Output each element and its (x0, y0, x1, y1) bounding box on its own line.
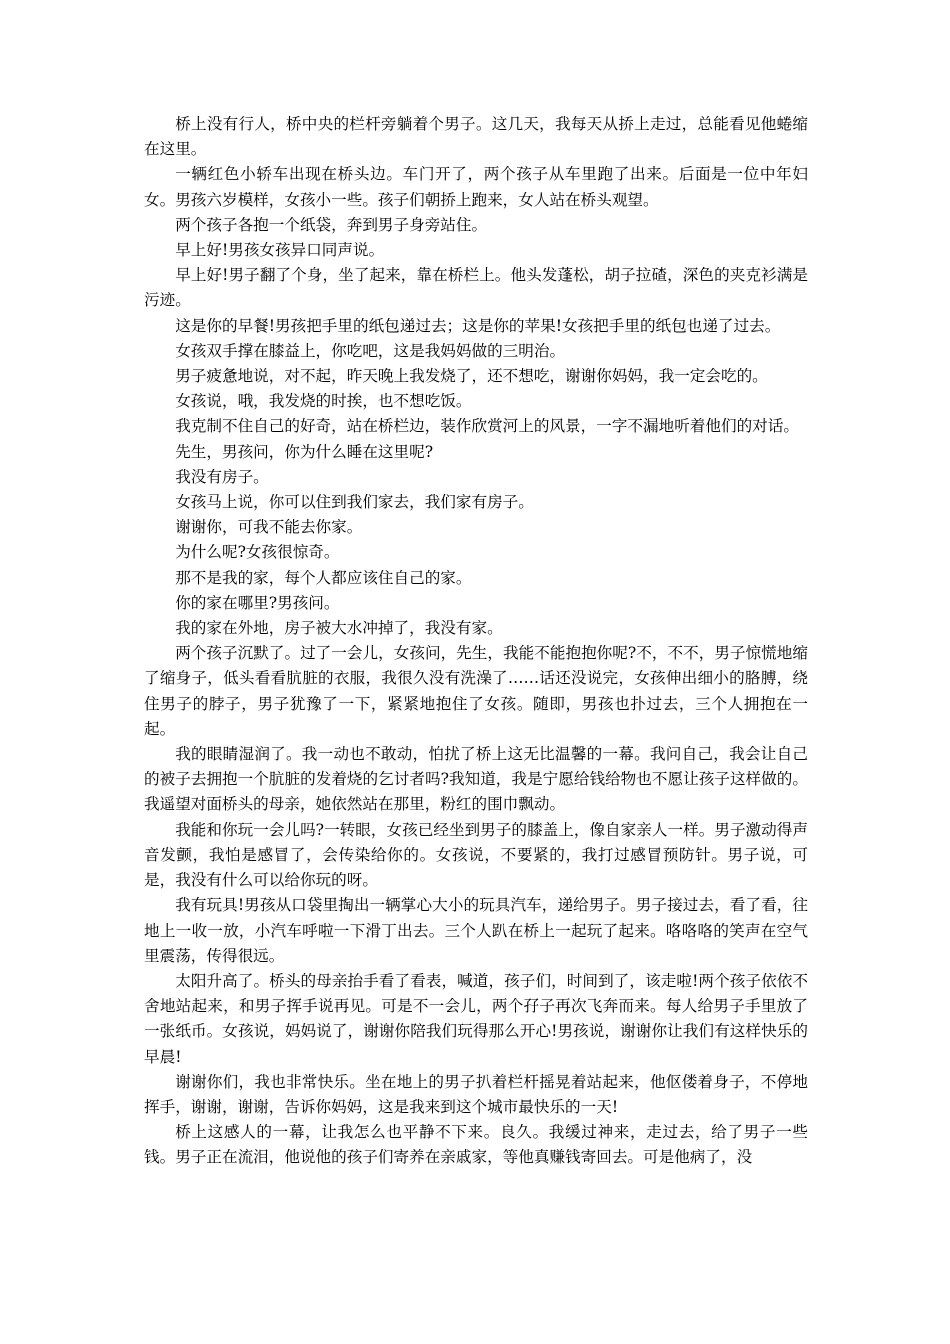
paragraph: 先生，男孩问，你为什么睡在这里呢? (175, 442, 434, 461)
paragraph: 这是你的早餐!男孩把手里的纸包递过去；这是你的苹果!女孩把手里的纸包也递了过去。 (175, 316, 781, 335)
paragraph: 我能和你玩一会儿吗?一转眼，女孩已经坐到男子的膝盖上，像自家亲人一样。男子激动得声音发颤，我怕是感冒了，会传染给你的。女孩说，不要紧的，我打过感冒预防针。男子说，可是，我没有什么可以给你玩的呀。 (144, 820, 808, 890)
paragraph: 女孩马上说，你可以住到我们家去，我们家有房子。 (175, 493, 534, 512)
paragraph: 我的眼睛湿润了。我一动也不敢动，怕扰了桥上这无比温馨的一幕。我问自己，我会让自己的被子去拥抱一个肮脏的发着烧的乞讨者吗?我知道，我是宁愿给钱给物也不愿让孩子这样做的。我遥望对面桥头的母亲，她依然站在那里，粉红的围巾飘动。 (144, 745, 808, 814)
paragraph: 两个孩子沉默了。过了一会儿，女孩问，先生，我能不能抱抱你呢?不，不不，男子惊慌地缩了缩身子，低头看看肮脏的衣服，我很久没有洗澡了……话还没说完，女孩伸出细小的胳膊，绕住男子的脖子，男子犹豫了一下，紧紧地抱住了女孩。随即，男孩也扑过去，三个人拥抱在一起。 (144, 644, 808, 738)
paragraph: 两个孩子各抱一个纸袋，奔到男子身旁站住。 (175, 215, 488, 234)
paragraph: 我没有房子。 (175, 467, 269, 486)
paragraph: 为什么呢?女孩很惊奇。 (175, 543, 340, 562)
paragraph: 太阳升高了。桥头的母亲抬手看了看表，喊道，孩子们，时间到了，该走啦!两个孩子依依不舍地站起来，和男子挥手说再见。可是不一会儿，两个孖子再次飞奔而来。每人给男子手里放了一张纸币。女孩说，妈妈说了，谢谢你陪我们玩得那么开心!男孩说，谢谢你让我们有这样快乐的早晨! (144, 971, 808, 1066)
paragraph: 早上好!男孩女孩异口同声说。 (175, 241, 385, 260)
paragraph: 谢谢你们，我也非常快乐。坐在地上的男子扒着栏杆摇晃着站起来，他伛偻着身子，不停地挥手，谢谢，谢谢，告诉你妈妈，这是我来到这个城市最快乐的一天! (144, 1072, 808, 1116)
paragraph: 一辆红色小轿车出现在桥头边。车门开了，两个孩子从车里跑了出来。后面是一位中年妇女。男孩六岁模样，女孩小一些。孩子们朝挢上跑来，女人站在桥头观望。 (144, 165, 808, 209)
paragraph: 早上好!男子翻了个身，坐了起来，靠在桥栏上。他头发蓬松，胡子拉碴，深色的夹克衫满是污迹。 (144, 266, 808, 310)
paragraph: 谢谢你，可我不能去你家。 (175, 518, 363, 537)
paragraph: 我克制不住自己的好奇，站在桥栏边，装作欣赏河上的风景，一字不漏地听着他们的对话。 (175, 417, 799, 436)
paragraph: 桥上这感人的一幕，让我怎么也平静不下来。良久。我缓过神来，走过去，给了男子一些钱。男子正在流泪，他说他的孩子们寄养在亲戚家，等他真赚钱寄回去。可是他病了，没 (144, 1123, 808, 1167)
paragraph: 我有玩具!男孩从口袋里掏出一辆掌心大小的玩具汽车，递给男子。男子接过去，看了看，往地上一收一放，小汽车呼啦一下滑丁出去。三个人趴在桥上一起玩了起来。咯咯咯的笑声在空气里震荡，传得很远。 (144, 896, 808, 965)
paragraph: 我的家在外地，房子被大水冲掉了，我没有家。 (175, 619, 503, 638)
paragraph: 桥上没有行人，桥中央的栏杆旁躺着个男子。这几天，我每天从挢上走过，总能看见他蜷缩在这里。 (144, 115, 808, 159)
paragraph: 你的家在哪里?男孩问。 (175, 593, 340, 612)
document-body (144, 112, 808, 1171)
paragraph: 男子疲惫地说，对不起，昨天晚上我发烧了，还不想吃，谢谢你妈妈，我一定会吃的。 (175, 367, 768, 386)
paragraph: 女孩说，哦，我发烧的时挨，也不想吃饭。 (175, 392, 472, 411)
paragraph: 女孩双手撑在膝益上，你吃吧，这是我妈妈做的三明治。 (175, 341, 566, 360)
paragraph: 那不是我的家，每个人都应该住自己的家。 (175, 568, 472, 587)
